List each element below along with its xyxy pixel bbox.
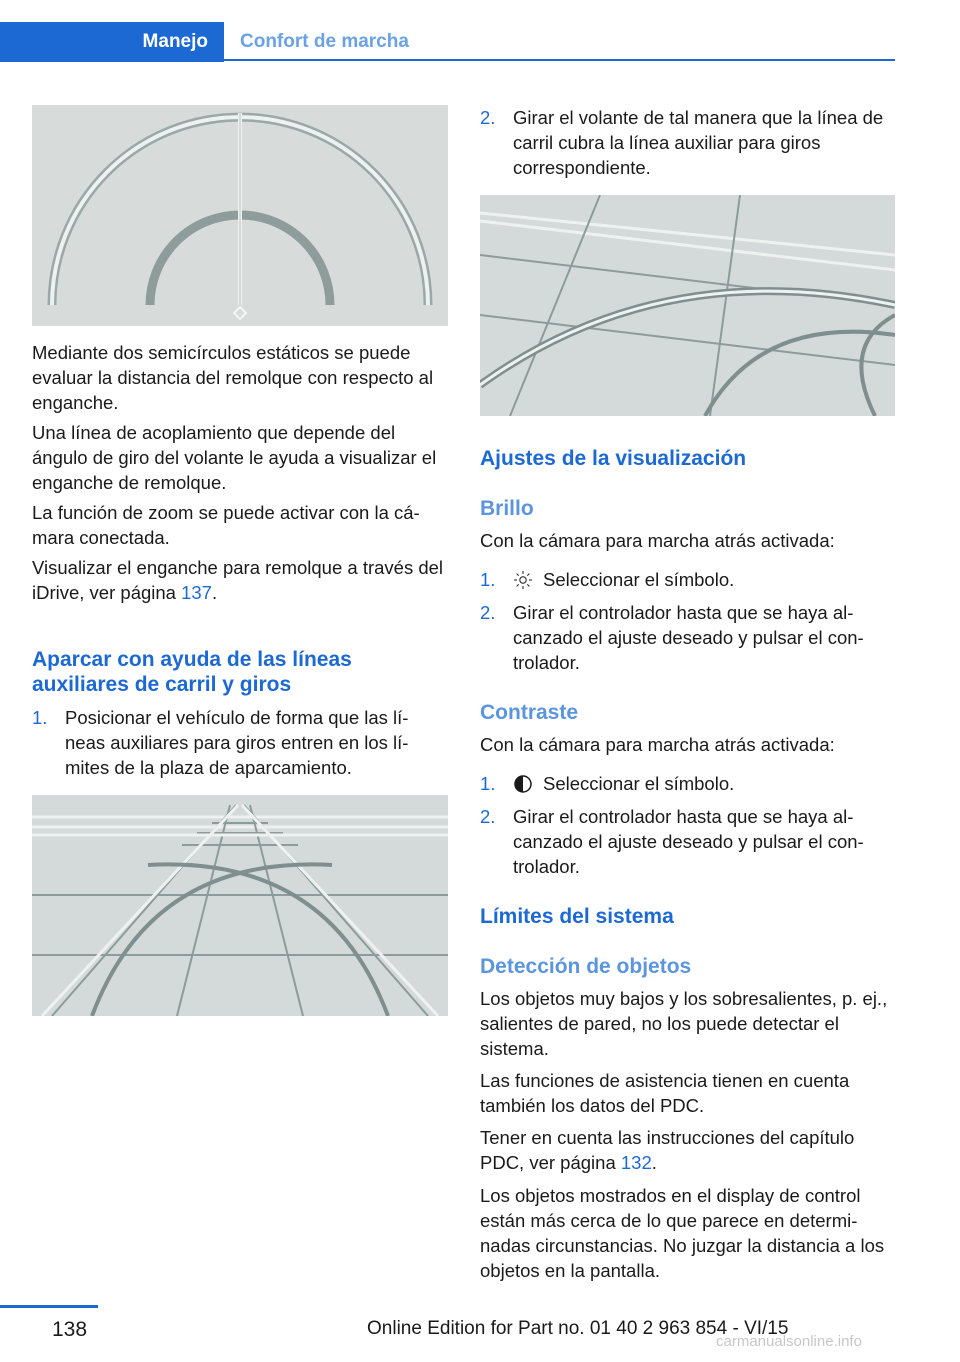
paragraph-zoom: La función de zoom se puede activar con la cá‐ mara conectada. [32, 502, 420, 548]
paragraph-view-hitch-end: . [211, 582, 218, 603]
watermark: carmanualsonline.info [716, 1333, 862, 1350]
step-text: Seleccionar el símbolo. [543, 569, 735, 590]
step-text: Seleccionar el símbolo. [543, 773, 735, 794]
paragraph-coupling-line: Una línea de acoplamiento que depende del ángulo de giro del volante le ayuda a visualizar el enganche de remolque. [32, 422, 437, 493]
step-turn-wheel [480, 105, 896, 185]
step-content [513, 771, 896, 796]
paragraph-display-distance: Los objetos mostrados en el display de control están más cerca de lo que parece en determi‐ nadas circunstancias. No juzgar la distancia a los objetos en la pantalla. [480, 1185, 885, 1281]
step-number: 2. [480, 107, 496, 128]
paragraph-view-hitch-text: Visualizar el enganche para remolque a través del iDrive, ver página [32, 557, 444, 603]
edition-text: Online Edition for Part no. 01 40 2 963 854 - VI/15 [367, 1318, 789, 1339]
contraste-intro: Con la cámara para marcha atrás activada: [480, 734, 835, 755]
step-text: Girar el controlador hasta que se haya al‐ canzado el ajuste deseado y pulsar el con‐ trolador. [513, 806, 864, 877]
turning-lines-image [480, 195, 895, 416]
tab-manejo[interactable]: Manejo [0, 22, 224, 62]
paragraph-semicircles: Mediante dos semicírculos estáticos se puede evaluar la distancia del remolque con respecto al enganche. [32, 342, 434, 413]
paragraph-pdc-data: Las funciones de asistencia tienen en cuenta también los datos del PDC. [480, 1070, 850, 1116]
step-number: 1. [480, 569, 496, 590]
heading-parking-guide-lines: Aparcar con ayuda de las líneas auxiliares de carril y giros [32, 648, 352, 696]
step-number: 1. [32, 707, 48, 728]
paragraph-view-hitch [32, 555, 448, 605]
page-link-137[interactable]: 137 [181, 582, 212, 603]
contraste-step-select [480, 771, 896, 796]
tab-confort-de-marcha[interactable]: Confort de marcha [240, 31, 409, 52]
subheading-contraste: Contraste [480, 701, 579, 724]
parking-lines-image [32, 795, 448, 1016]
footer-divider [0, 1305, 98, 1308]
heading-system-limits: Límites del sistema [480, 905, 674, 928]
paragraph-low-objects: Los objetos muy bajos y los sobresalientes, p. ej., salientes de pared, no los puede detectar el sistema. [480, 988, 888, 1059]
paragraph-pdc-instructions-text: Tener en cuenta las instrucciones del capítulo PDC, ver página [480, 1127, 855, 1173]
semicircle-guide-image [32, 105, 448, 326]
step-number: 1. [480, 773, 496, 794]
subheading-brillo: Brillo [480, 497, 534, 520]
header-divider [224, 59, 895, 61]
page-link-132[interactable]: 132 [620, 1152, 652, 1173]
page-header [0, 0, 960, 62]
heading-display-settings: Ajustes de la visualización [480, 447, 747, 470]
step-number: 2. [480, 806, 496, 827]
contrast-icon[interactable] [513, 774, 533, 794]
page-number: 138 [52, 1318, 88, 1341]
brillo-step-select [480, 567, 896, 592]
paragraph-pdc-instructions-end: . [651, 1152, 657, 1173]
sun-icon[interactable] [513, 570, 533, 590]
paragraph-pdc-instructions [480, 1125, 896, 1175]
step-position-vehicle [32, 705, 448, 785]
step-content [513, 567, 896, 592]
step-text: Girar el controlador hasta que se haya al‐ canzado el ajuste deseado y pulsar el con‐ trolador. [513, 602, 864, 673]
subheading-object-detection: Detección de objetos [480, 955, 692, 978]
step-text: Girar el volante de tal manera que la línea de carril cubra la línea auxiliar para giros correspondiente. [513, 107, 884, 178]
contraste-step-rotate [480, 804, 896, 879]
step-number: 2. [480, 602, 496, 623]
brillo-step-rotate [480, 600, 896, 675]
step-text: Posicionar el vehículo de forma que las lí‐ neas auxiliares para giros entren en los lí‐ mites de la plaza de aparcamiento. [65, 707, 409, 778]
brillo-intro: Con la cámara para marcha atrás activada: [480, 530, 835, 551]
